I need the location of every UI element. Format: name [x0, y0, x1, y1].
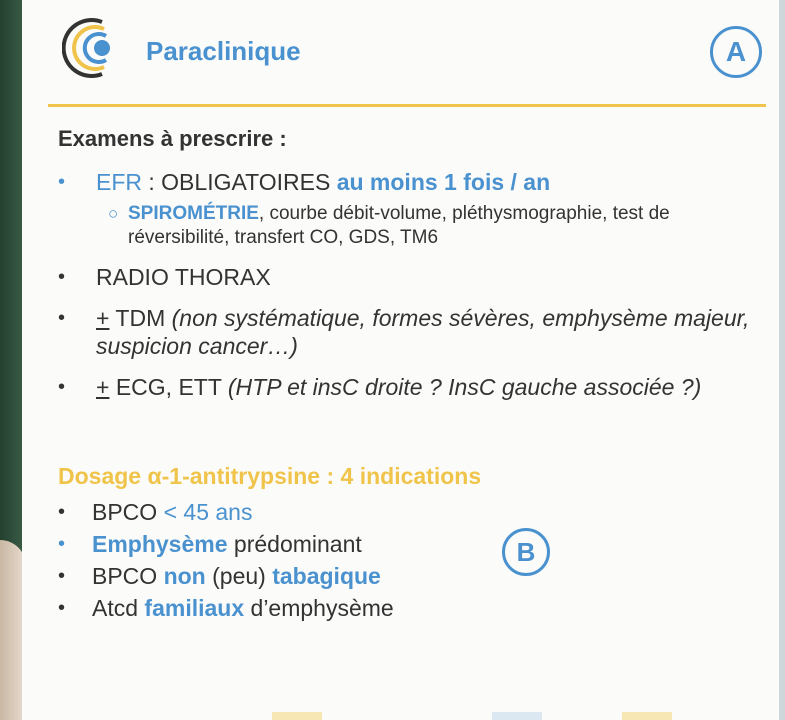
list-item	[52, 528, 552, 560]
item-emph: familiaux	[144, 595, 245, 621]
item-emph: tabagique	[272, 563, 381, 589]
bullet-icon: •	[58, 565, 66, 587]
ecg-label: ECG, ETT	[109, 374, 228, 400]
list-item-radio	[52, 263, 752, 291]
divider	[48, 104, 766, 107]
efr-label: EFR	[96, 169, 142, 195]
efr-text: : OBLIGATOIRES	[142, 169, 337, 195]
bullet-icon: •	[58, 171, 66, 193]
marker-a-badge: A	[710, 26, 762, 78]
bullet-icon: •	[58, 597, 66, 619]
circle-bullet-icon: ○	[108, 204, 119, 223]
tdm-detail: (non systématique, formes sévères, emphysème majeur, suspicion cancer…)	[96, 305, 750, 359]
item-emph: < 45 ans	[163, 499, 253, 525]
list-item	[52, 560, 552, 592]
ecg-detail: (HTP et insC droite ? InsC gauche associée ?)	[227, 374, 702, 400]
item-text: BPCO	[92, 499, 164, 525]
list-item-efr	[52, 168, 752, 250]
section-heading: Examens à prescrire :	[58, 126, 287, 151]
right-edge	[779, 0, 785, 720]
decor-strip	[272, 712, 322, 720]
plus-minus: +	[96, 305, 110, 331]
item-emph: Emphysème	[92, 531, 228, 557]
tdm-label: TDM	[109, 305, 172, 331]
slide	[22, 0, 779, 720]
efr-emph: au moins 1 fois / an	[336, 169, 551, 195]
item-text: BPCO	[92, 563, 164, 589]
item-text: d’emphysème	[244, 595, 394, 621]
page-title: Paraclinique	[146, 36, 301, 66]
bullet-icon: •	[58, 307, 66, 329]
decor-strip	[622, 712, 672, 720]
list-item-tdm	[52, 304, 752, 360]
marker-b-badge: B	[502, 528, 550, 576]
spiro-text: , courbe débit-volume, pléthysmographie, test de réversibilité, transfert CO, GDS, TM6	[128, 203, 670, 248]
bullet-icon: •	[58, 533, 66, 555]
item-text: (peu)	[205, 563, 273, 589]
list-item-ecg	[52, 373, 752, 401]
list-item	[52, 592, 552, 624]
bullet-icon: •	[58, 376, 66, 398]
item-text: Atcd	[92, 595, 145, 621]
indication-list	[52, 496, 552, 624]
exam-list	[52, 168, 752, 414]
bullet-icon: •	[58, 501, 66, 523]
item-emph: non	[163, 563, 206, 589]
item-text: prédominant	[227, 531, 362, 557]
decor-strip	[492, 712, 542, 720]
dosage-heading: Dosage α-1-antitrypsine : 4 indications	[58, 463, 482, 489]
sub-item-spirometrie	[96, 202, 752, 250]
bullet-icon: •	[58, 266, 66, 288]
list-item	[52, 496, 552, 528]
radio-text: RADIO THORAX	[96, 264, 271, 290]
spiro-label: SPIROMÉTRIE	[128, 203, 259, 224]
plus-minus: +	[96, 374, 110, 400]
logo-icon	[62, 16, 126, 80]
